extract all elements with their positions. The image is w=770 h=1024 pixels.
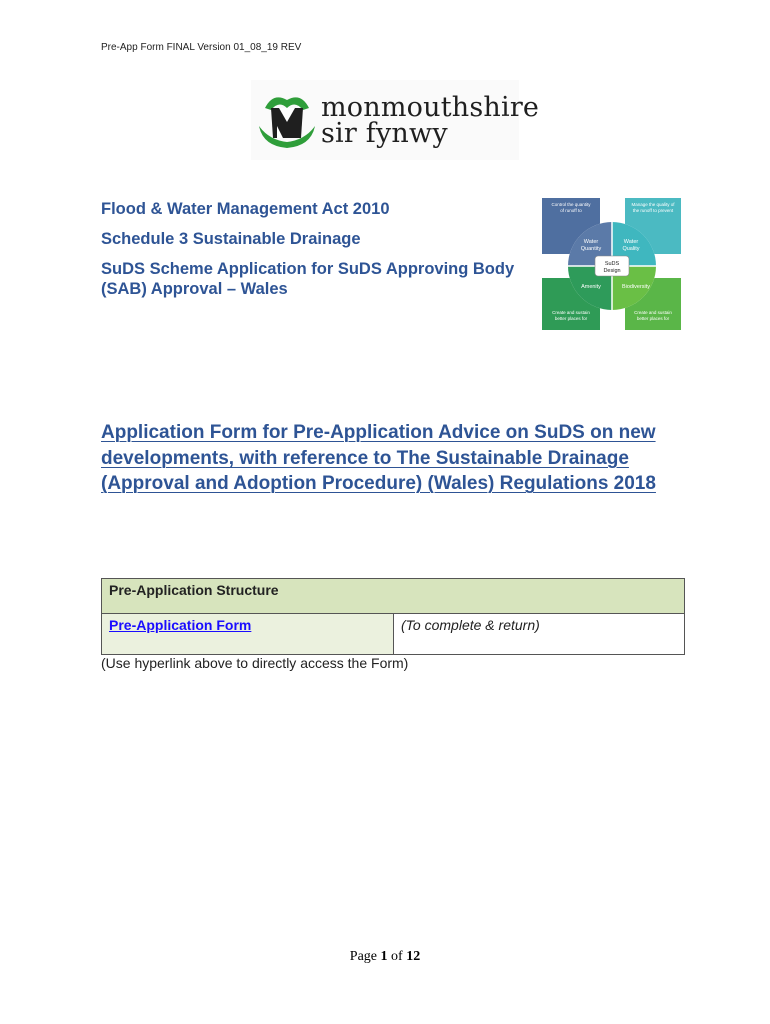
box-text-biodiversity-1: Create and sustain (634, 310, 672, 315)
schedule-title: Schedule 3 Sustainable Drainage (101, 230, 361, 248)
quadrant-label-biodiversity: Biodiversity (621, 284, 651, 290)
quadrant-label-quantity-1: Water (583, 239, 599, 245)
suds-design-diagram (540, 196, 683, 332)
center-label-suds: SuDS (604, 261, 620, 267)
council-logo (251, 80, 540, 160)
page-of: of (387, 949, 407, 964)
act-title: Flood & Water Management Act 2010 (101, 200, 390, 218)
current-page: 1 (380, 949, 388, 964)
logo-text-welsh: sir fynwy (321, 118, 448, 149)
pre-application-form-link[interactable]: Pre-Application Form (109, 617, 252, 633)
hyperlink-note: (Use hyperlink above to directly access the Form) (101, 655, 409, 671)
document-titles (101, 199, 521, 309)
center-label-design: Design (603, 268, 621, 274)
page-number (0, 949, 770, 965)
box-text-quality-2: the runoff to prevent (632, 208, 674, 213)
quadrant-label-amenity: Amenity (581, 284, 601, 290)
box-text-amenity-1: Create and sustain (552, 310, 590, 315)
table-row (102, 614, 685, 655)
form-link-cell (102, 614, 394, 655)
quadrant-label-quality-1: Water (623, 239, 639, 245)
box-text-amenity-2: better places for (554, 316, 588, 321)
document-version-header: Pre-App Form FINAL Version 01_08_19 REV (101, 42, 302, 53)
page-prefix: Page (349, 949, 381, 964)
table-header: Pre-Application Structure (102, 579, 685, 614)
action-cell: (To complete & return) (394, 614, 685, 655)
logo-text-english: monmouthshire (321, 92, 540, 123)
total-pages: 12 (406, 949, 421, 964)
pre-application-structure-table (101, 578, 685, 655)
box-text-biodiversity-2: better places for (636, 316, 670, 321)
box-text-quantity-1: Control the quantity (551, 202, 591, 207)
quadrant-label-quantity-2: Quantity (580, 246, 602, 252)
application-form-title: Application Form for Pre-Application Advice on SuDS on new developments, with reference to The Sustainable Drainage (Approval and Adoption Procedure) (Wales) Regulations 2018 (101, 422, 656, 494)
box-text-quality-1: Manage the quality of (631, 202, 675, 207)
scheme-title: SuDS Scheme Application for SuDS Approving Body (SAB) Approval – Wales (101, 260, 515, 298)
box-text-quantity-2: of runoff to (560, 208, 582, 213)
castle-logo-icon (257, 86, 317, 152)
quadrant-label-quality-2: Quality (622, 246, 640, 252)
